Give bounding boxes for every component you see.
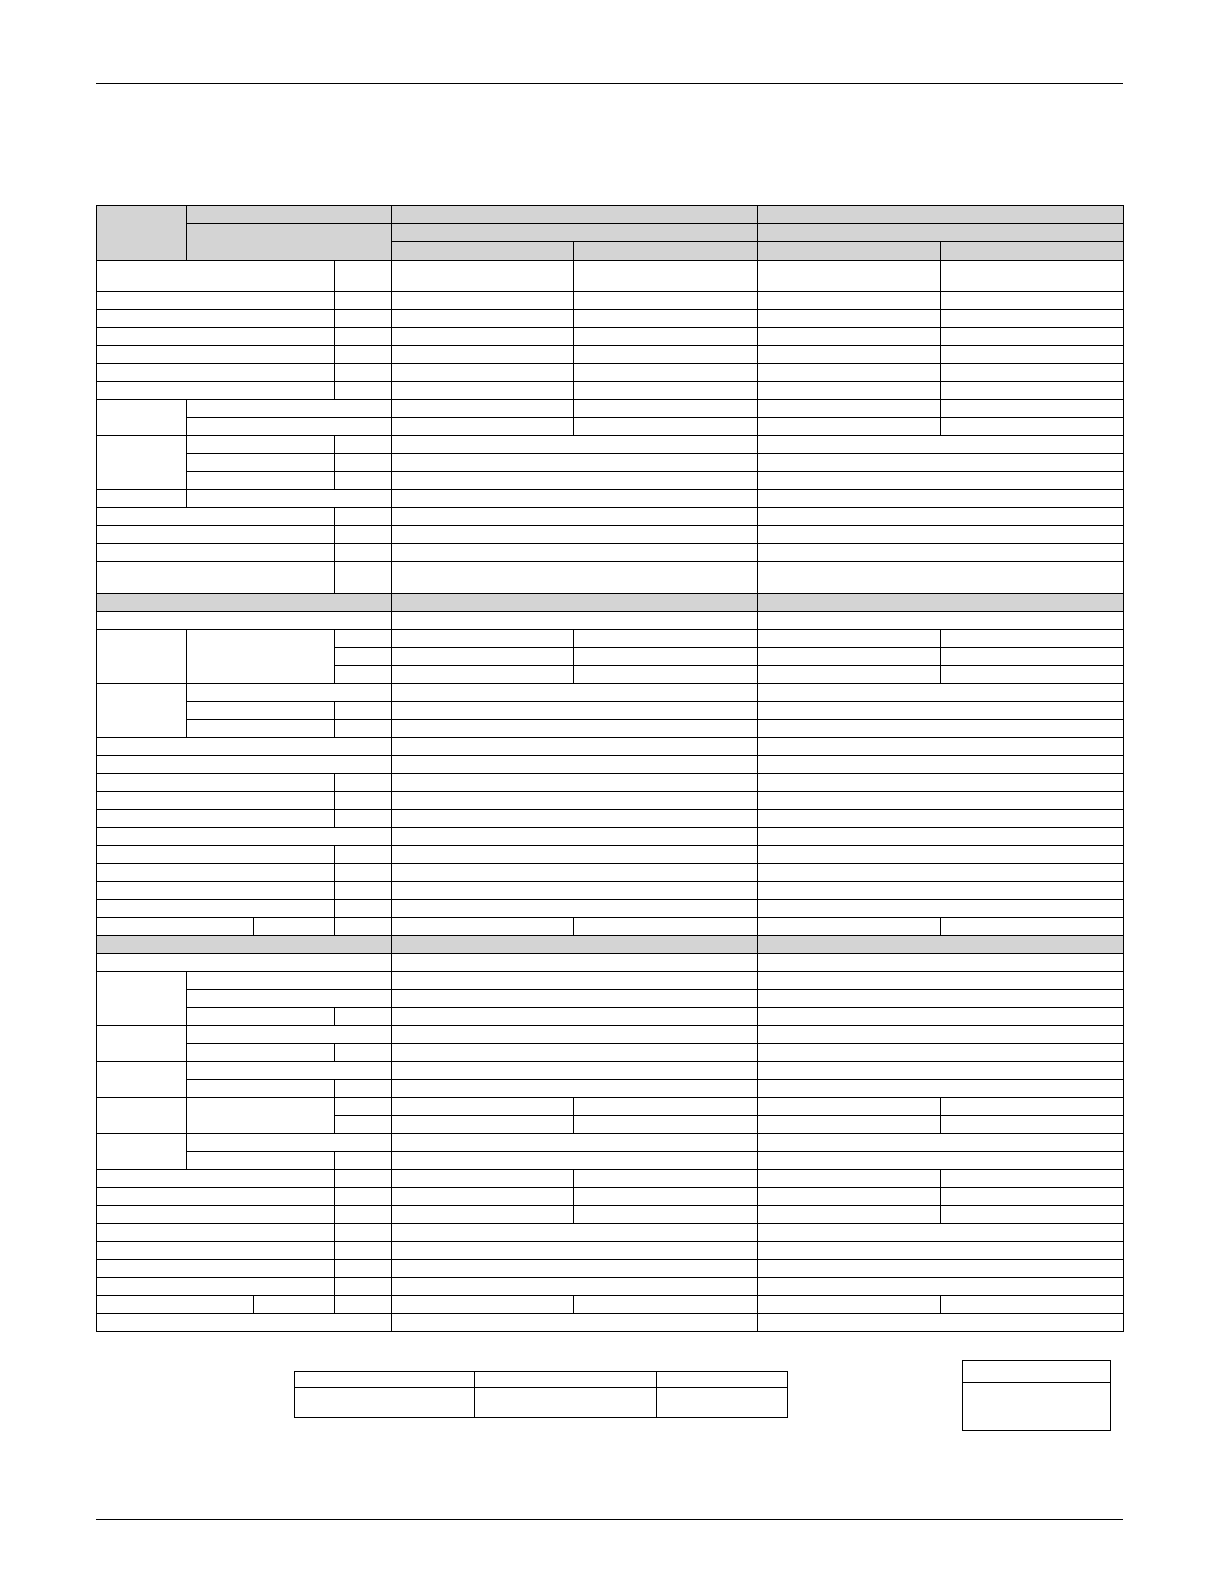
spec-table-cell (96, 1313, 392, 1332)
spec-table-cell (96, 1061, 187, 1098)
spec-table-cell (391, 205, 758, 224)
spec-table-cell (334, 701, 392, 720)
spec-table-cell (391, 791, 758, 810)
spec-table-cell (96, 1025, 187, 1062)
spec-table-cell (391, 1205, 574, 1224)
spec-table-cell (573, 1295, 758, 1314)
spec-table-cell (757, 1313, 1124, 1332)
spec-table-cell (757, 417, 941, 436)
spec-table-cell (757, 809, 1124, 828)
spec-table-cell (391, 435, 758, 454)
spec-table-cell (334, 1277, 392, 1296)
spec-table-cell (334, 561, 392, 594)
spec-table-cell (391, 1277, 758, 1296)
spec-table-cell (334, 363, 392, 382)
spec-table-cell (757, 935, 1124, 954)
spec-table-cell (573, 327, 758, 346)
spec-table-cell (391, 223, 758, 242)
spec-table-cell (334, 345, 392, 364)
spec-table-cell (186, 1043, 335, 1062)
spec-table-cell (334, 1151, 392, 1170)
spec-table-cell (757, 1223, 1124, 1242)
spec-table-cell (391, 1007, 758, 1026)
spec-table-cell (334, 1241, 392, 1260)
spec-table-cell (96, 1133, 187, 1170)
spec-table-cell (391, 593, 758, 612)
spec-table-cell (391, 399, 574, 418)
spec-table-cell (334, 435, 392, 454)
spec-table-cell (391, 719, 758, 738)
spec-table-cell (940, 399, 1124, 418)
spec-table-cell (186, 1133, 392, 1152)
spec-table-cell (757, 1205, 941, 1224)
spec-table-cell (940, 381, 1124, 400)
spec-table-cell (96, 773, 335, 792)
spec-table-cell (757, 647, 941, 666)
spec-table-cell (253, 917, 335, 936)
spec-table-cell (334, 1223, 392, 1242)
spec-table-cell (186, 471, 335, 490)
spec-table-cell (757, 435, 1124, 454)
spec-table-cell (96, 737, 392, 756)
spec-table-cell (391, 561, 758, 594)
spec-table-cell (334, 719, 392, 738)
spec-table-cell (391, 611, 758, 630)
spec-table-cell (334, 917, 392, 936)
spec-table-cell (940, 327, 1124, 346)
spec-table-cell (96, 809, 335, 828)
spec-table-cell (757, 453, 1124, 472)
spec-table-cell (757, 899, 1124, 918)
spec-table-cell (757, 363, 941, 382)
spec-table-cell (757, 1151, 1124, 1170)
spec-table-cell (940, 1115, 1124, 1134)
spec-table-cell (573, 1097, 758, 1116)
spec-table-cell (757, 1133, 1124, 1152)
spec-table-cell (940, 309, 1124, 328)
spec-table-cell (391, 327, 574, 346)
spec-table-cell (391, 773, 758, 792)
spec-table-cell (573, 417, 758, 436)
spec-table-cell (940, 260, 1124, 292)
spec-table-cell (757, 773, 1124, 792)
spec-table-cell (757, 611, 1124, 630)
spec-table-cell (940, 629, 1124, 648)
spec-table-cell (96, 363, 335, 382)
spec-table-cell (757, 1061, 1124, 1080)
spec-table-cell (391, 363, 574, 382)
spec-table-cell (96, 291, 335, 310)
spec-table-cell (940, 241, 1124, 261)
spec-table-cell (334, 260, 392, 292)
spec-table-cell (391, 989, 758, 1008)
spec-table-cell (334, 525, 392, 544)
spec-table-cell (391, 863, 758, 882)
spec-table-cell (757, 701, 1124, 720)
bottom-table-cell (656, 1387, 788, 1418)
spec-table-cell (391, 629, 574, 648)
spec-table-cell (757, 399, 941, 418)
spec-table-cell (757, 629, 941, 648)
spec-table-cell (391, 345, 574, 364)
spec-table-cell (334, 453, 392, 472)
spec-table-cell (940, 363, 1124, 382)
spec-table-cell (573, 381, 758, 400)
spec-table-cell (96, 1187, 335, 1206)
spec-table-cell (573, 629, 758, 648)
spec-table-cell (757, 1025, 1124, 1044)
spec-table-cell (96, 1259, 335, 1278)
spec-table-cell (757, 683, 1124, 702)
spec-table-cell (573, 399, 758, 418)
spec-table-cell (334, 809, 392, 828)
spec-table-cell (391, 489, 758, 508)
spec-table-cell (391, 755, 758, 774)
spec-table-cell (391, 417, 574, 436)
spec-table-cell (334, 507, 392, 526)
spec-table-cell (334, 629, 392, 648)
spec-table-cell (334, 471, 392, 490)
spec-table-cell (573, 1115, 758, 1134)
spec-table-cell (186, 399, 392, 418)
spec-table-cell (391, 935, 758, 954)
spec-table-cell (757, 719, 1124, 738)
spec-table-cell (573, 1187, 758, 1206)
spec-table-cell (96, 917, 254, 936)
spec-table-cell (186, 223, 392, 261)
spec-table-cell (391, 453, 758, 472)
spec-table-cell (391, 701, 758, 720)
spec-table-cell (391, 1169, 574, 1188)
spec-table-cell (391, 899, 758, 918)
spec-table-cell (940, 917, 1124, 936)
spec-table-cell (391, 1223, 758, 1242)
spec-table-cell (334, 381, 392, 400)
spec-table-cell (757, 1241, 1124, 1260)
spec-table-cell (391, 827, 758, 846)
spec-table-cell (391, 1187, 574, 1206)
spec-table-cell (96, 435, 187, 508)
spec-table-cell (186, 453, 335, 472)
spec-table-cell (186, 205, 392, 224)
spec-table-cell (334, 1259, 392, 1278)
spec-table-cell (391, 1133, 758, 1152)
spec-table-cell (391, 881, 758, 900)
spec-table-cell (940, 417, 1124, 436)
spec-table-cell (757, 1277, 1124, 1296)
spec-table-cell (96, 205, 187, 261)
spec-table-cell (334, 1043, 392, 1062)
spec-table-cell (186, 1079, 335, 1098)
spec-table-cell (757, 665, 941, 684)
spec-table-cell (96, 611, 392, 630)
spec-table-cell (96, 345, 335, 364)
spec-table-cell (757, 1295, 941, 1314)
spec-table-cell (391, 1313, 758, 1332)
spec-table-cell (334, 845, 392, 864)
spec-table-cell (757, 543, 1124, 562)
spec-table-cell (334, 791, 392, 810)
spec-table-cell (391, 647, 574, 666)
spec-table-cell (757, 1169, 941, 1188)
spec-table-cell (391, 241, 574, 261)
spec-table-cell (96, 1097, 187, 1134)
spec-table-cell (186, 1007, 335, 1026)
spec-table-cell (96, 935, 392, 954)
spec-table-cell (573, 241, 758, 261)
spec-table-cell (334, 881, 392, 900)
spec-table-cell (96, 827, 392, 846)
spec-table-cell (253, 1295, 335, 1314)
spec-table-cell (757, 291, 941, 310)
spec-table-cell (391, 543, 758, 562)
spec-table-cell (334, 1205, 392, 1224)
spec-table-cell (757, 971, 1124, 990)
spec-table-cell (573, 260, 758, 292)
spec-table-cell (757, 327, 941, 346)
spec-table-cell (757, 1259, 1124, 1278)
spec-table-cell (96, 1205, 335, 1224)
spec-table-cell (940, 1169, 1124, 1188)
spec-table-cell (757, 345, 941, 364)
spec-table-cell (96, 881, 335, 900)
spec-table-cell (186, 1151, 335, 1170)
spec-table-cell (334, 1187, 392, 1206)
bottom-table-cell (294, 1387, 475, 1418)
spec-table-cell (186, 701, 335, 720)
spec-table-cell (96, 1295, 254, 1314)
spec-table-cell (757, 845, 1124, 864)
spec-table-cell (96, 863, 335, 882)
spec-table-cell (757, 953, 1124, 972)
spec-table-cell (334, 1097, 392, 1116)
spec-table-cell (940, 1097, 1124, 1116)
spec-table-cell (391, 525, 758, 544)
spec-table-cell (391, 291, 574, 310)
spec-table-cell (96, 561, 335, 594)
spec-table-cell (334, 543, 392, 562)
spec-table-cell (391, 1259, 758, 1278)
spec-table-cell (573, 917, 758, 936)
spec-table-cell (334, 1007, 392, 1026)
spec-table-cell (96, 971, 187, 1026)
spec-table-cell (757, 1079, 1124, 1098)
spec-table-cell (757, 863, 1124, 882)
spec-table-cell (391, 260, 574, 292)
spec-table-cell (334, 1079, 392, 1098)
spec-table-cell (757, 1115, 941, 1134)
spec-table-cell (391, 809, 758, 828)
spec-table-cell (334, 1295, 392, 1314)
spec-table-cell (391, 953, 758, 972)
spec-table-cell (96, 525, 335, 544)
spec-table-cell (96, 1241, 335, 1260)
spec-table-cell (334, 647, 392, 666)
spec-table-cell (573, 291, 758, 310)
spec-table-cell (757, 241, 941, 261)
side-box-cell (962, 1382, 1111, 1431)
spec-table-cell (940, 1295, 1124, 1314)
spec-table-cell (96, 755, 392, 774)
spec-table-cell (757, 507, 1124, 526)
spec-table-cell (186, 989, 392, 1008)
spec-table-cell (334, 1169, 392, 1188)
spec-table-cell (573, 345, 758, 364)
spec-table-cell (186, 435, 335, 454)
spec-table-cell (757, 260, 941, 292)
spec-table-cell (334, 665, 392, 684)
spec-table-cell (757, 525, 1124, 544)
spec-table-cell (940, 291, 1124, 310)
spec-table-cell (757, 205, 1124, 224)
spec-table-cell (186, 971, 392, 990)
spec-table-cell (391, 309, 574, 328)
spec-table-cell (96, 1277, 335, 1296)
spec-table-cell (96, 791, 335, 810)
spec-table-cell (334, 863, 392, 882)
bottom-table-cell (294, 1371, 475, 1388)
spec-table-cell (96, 399, 187, 436)
spec-table-cell (334, 327, 392, 346)
spec-table-cell (757, 737, 1124, 756)
spec-table-cell (757, 827, 1124, 846)
spec-table-cell (940, 647, 1124, 666)
spec-table-cell (757, 1007, 1124, 1026)
spec-table-cell (391, 1043, 758, 1062)
spec-table-cell (186, 719, 335, 738)
spec-table-cell (757, 1043, 1124, 1062)
spec-table-cell (391, 737, 758, 756)
side-box-cell (962, 1360, 1111, 1383)
spec-table-cell (940, 1205, 1124, 1224)
bottom-table-cell (656, 1371, 788, 1388)
spec-table-cell (391, 1241, 758, 1260)
spec-table-cell (940, 345, 1124, 364)
spec-table-cell (334, 291, 392, 310)
spec-table-cell (391, 1061, 758, 1080)
spec-table-cell (391, 683, 758, 702)
spec-table-cell (96, 1169, 335, 1188)
spec-table-cell (391, 1151, 758, 1170)
spec-table-cell (391, 471, 758, 490)
spec-table-cell (573, 1169, 758, 1188)
spec-table-cell (96, 899, 335, 918)
spec-table-cell (391, 1025, 758, 1044)
spec-table-cell (391, 917, 574, 936)
spec-table-cell (96, 845, 335, 864)
spec-table-cell (186, 1025, 392, 1044)
spec-table-cell (334, 899, 392, 918)
footer-rule (96, 1519, 1123, 1520)
spec-table-cell (391, 1115, 574, 1134)
header-rule (96, 83, 1123, 84)
spec-table-cell (757, 593, 1124, 612)
spec-table-cell (391, 1079, 758, 1098)
spec-table-cell (391, 971, 758, 990)
spec-table-cell (757, 471, 1124, 490)
spec-table-cell (96, 543, 335, 562)
spec-table-cell (96, 593, 392, 612)
spec-table-cell (391, 381, 574, 400)
spec-table-cell (757, 1097, 941, 1116)
spec-table-cell (757, 881, 1124, 900)
spec-table-cell (391, 845, 758, 864)
spec-table-cell (96, 381, 335, 400)
spec-table-cell (96, 507, 335, 526)
spec-table-cell (573, 1205, 758, 1224)
spec-table-cell (573, 647, 758, 666)
spec-table-cell (757, 309, 941, 328)
spec-table-cell (186, 417, 392, 436)
spec-table-cell (334, 1115, 392, 1134)
spec-table-cell (573, 363, 758, 382)
bottom-table-cell (474, 1387, 657, 1418)
spec-table-cell (391, 507, 758, 526)
spec-table-cell (96, 1223, 335, 1242)
spec-table-cell (757, 917, 941, 936)
spec-table-cell (96, 629, 187, 684)
spec-table-cell (96, 683, 187, 738)
spec-table-cell (757, 561, 1124, 594)
spec-table-cell (334, 773, 392, 792)
spec-table-cell (96, 309, 335, 328)
spec-table-cell (757, 381, 941, 400)
spec-table-cell (334, 309, 392, 328)
spec-table-cell (391, 1295, 574, 1314)
spec-table-cell (96, 327, 335, 346)
spec-table-cell (391, 1097, 574, 1116)
spec-table-cell (391, 665, 574, 684)
spec-table-cell (573, 309, 758, 328)
spec-table-cell (757, 489, 1124, 508)
spec-table-cell (757, 989, 1124, 1008)
spec-table-cell (757, 1187, 941, 1206)
spec-table-cell (940, 1187, 1124, 1206)
spec-table-cell (186, 683, 392, 702)
spec-table-cell (757, 755, 1124, 774)
spec-table-cell (96, 260, 335, 292)
spec-table-cell (757, 791, 1124, 810)
spec-table-cell (757, 223, 1124, 242)
spec-table-cell (573, 665, 758, 684)
bottom-table-cell (474, 1371, 657, 1388)
spec-table-cell (186, 1061, 392, 1080)
spec-table-cell (96, 953, 392, 972)
spec-table-cell (940, 665, 1124, 684)
